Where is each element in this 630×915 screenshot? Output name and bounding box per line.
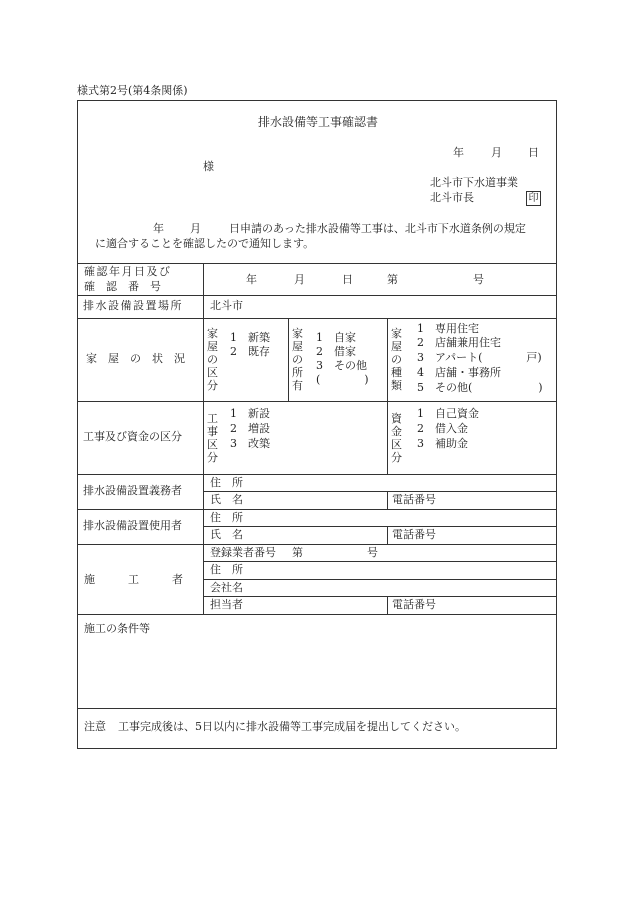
row-divider (77, 401, 557, 402)
frame-bottom-border (77, 748, 557, 749)
house-class-item: 1 新築 (230, 331, 270, 344)
house-owner-item: 2 借家 (316, 345, 356, 358)
user-phone-label: 電話番号 (392, 528, 436, 541)
contractor-reg-suffix: 号 (367, 546, 378, 559)
row-divider (77, 318, 557, 319)
row-divider (203, 526, 557, 527)
row-divider (203, 561, 557, 562)
form-title: 排水設備等工事確認書 (258, 115, 379, 129)
column-divider (387, 526, 388, 544)
house-type-item: 5 その他( ) (417, 381, 543, 394)
user-name-label: 氏 名 (210, 528, 243, 541)
house-type-item: 1 専用住宅 (417, 322, 479, 335)
obligor-phone-label: 電話番号 (392, 493, 436, 506)
frame-right-border (556, 100, 557, 748)
house-owner-item: 1 自家 (316, 331, 356, 344)
work-class-item: 2 増設 (230, 422, 270, 435)
contractor-address-label: 住 所 (210, 563, 243, 576)
location-label: 排水設備設置場所 (83, 299, 183, 312)
issuer-person: 北斗市長 (430, 191, 474, 204)
label-column-divider (203, 263, 204, 614)
contractor-label: 施 工 者 (84, 573, 183, 586)
confirm-month: 月 (294, 273, 305, 286)
header-date-day: 日 (528, 146, 539, 159)
seal-mark: 印 (526, 191, 541, 206)
confirm-label-line-1: 確認年月日及び (84, 265, 172, 278)
contractor-reg-prefix: 第 (292, 546, 303, 559)
house-class-label: 家屋の区分 (207, 327, 218, 392)
house-owner-item: 3 その他 (316, 359, 367, 372)
row-divider (77, 708, 557, 709)
row-divider (77, 474, 557, 475)
issuer-org: 北斗市下水道事業 (430, 176, 518, 189)
contractor-reg-label: 登録業者番号 (210, 546, 276, 559)
house-type-item: 3 アパート( 戸) (417, 351, 542, 364)
house-type-item: 2 店舗兼用住宅 (417, 336, 501, 349)
note-text: 工事完成後は、5日以内に排水設備等工事完成届を提出してください。 (118, 720, 466, 733)
column-divider (387, 596, 388, 614)
user-address-label: 住 所 (210, 511, 243, 524)
confirm-day: 日 (342, 273, 353, 286)
house-type-item: 4 店舗・事務所 (417, 366, 501, 379)
notice-line-1: 日申請のあった排水設備等工事は、北斗市下水道条例の規定 (229, 222, 526, 235)
fund-class-item: 1 自己資金 (417, 407, 479, 420)
frame-left-border (77, 100, 78, 748)
fund-class-item: 3 補助金 (417, 437, 468, 450)
column-divider (387, 491, 388, 509)
row-divider (77, 544, 557, 545)
fund-class-item: 2 借入金 (417, 422, 468, 435)
row-divider (203, 579, 557, 580)
note-label: 注意 (84, 720, 106, 733)
obligor-name-label: 氏 名 (210, 493, 243, 506)
confirm-no-suffix: 号 (473, 273, 484, 286)
row-divider (77, 295, 557, 296)
house-owner-item: ( ) (316, 373, 369, 386)
column-divider (288, 318, 289, 401)
contractor-company-label: 会社名 (210, 581, 243, 594)
frame-top-border (77, 100, 557, 101)
notice-year: 年 (153, 222, 164, 235)
form-number: 様式第2号(第4条関係) (77, 84, 188, 97)
work-class-label: 工事区分 (207, 412, 218, 464)
row-divider (77, 509, 557, 510)
header-date-month: 月 (491, 146, 502, 159)
row-divider (77, 263, 557, 264)
header-date-year: 年 (453, 146, 464, 159)
house-status-label: 家 屋 の 状 況 (86, 352, 185, 365)
work-class-item: 1 新設 (230, 407, 270, 420)
addressee-suffix: 様 (203, 160, 214, 173)
row-divider (203, 596, 557, 597)
conditions-label: 施工の条件等 (84, 622, 150, 635)
notice-line-2: に適合することを確認したので通知します。 (95, 237, 315, 250)
column-divider (387, 318, 388, 474)
house-owner-label: 家屋の所有 (292, 327, 303, 392)
obligor-address-label: 住 所 (210, 476, 243, 489)
confirm-no-prefix: 第 (387, 273, 398, 286)
confirm-label-line-2: 確 認 番 号 (84, 280, 161, 293)
notice-month: 月 (190, 222, 201, 235)
contractor-phone-label: 電話番号 (392, 598, 436, 611)
row-divider (203, 491, 557, 492)
fund-class-label: 資金区分 (391, 412, 402, 464)
row-divider (77, 614, 557, 615)
confirm-year: 年 (246, 273, 257, 286)
obligor-label: 排水設備設置義務者 (83, 484, 182, 497)
house-type-label: 家屋の種類 (391, 327, 402, 392)
user-label: 排水設備設置使用者 (83, 519, 182, 532)
contractor-person-label: 担当者 (210, 598, 243, 611)
work-fund-label: 工事及び資金の区分 (83, 430, 182, 443)
house-class-item: 2 既存 (230, 345, 270, 358)
work-class-item: 3 改築 (230, 437, 270, 450)
location-value: 北斗市 (210, 299, 243, 312)
